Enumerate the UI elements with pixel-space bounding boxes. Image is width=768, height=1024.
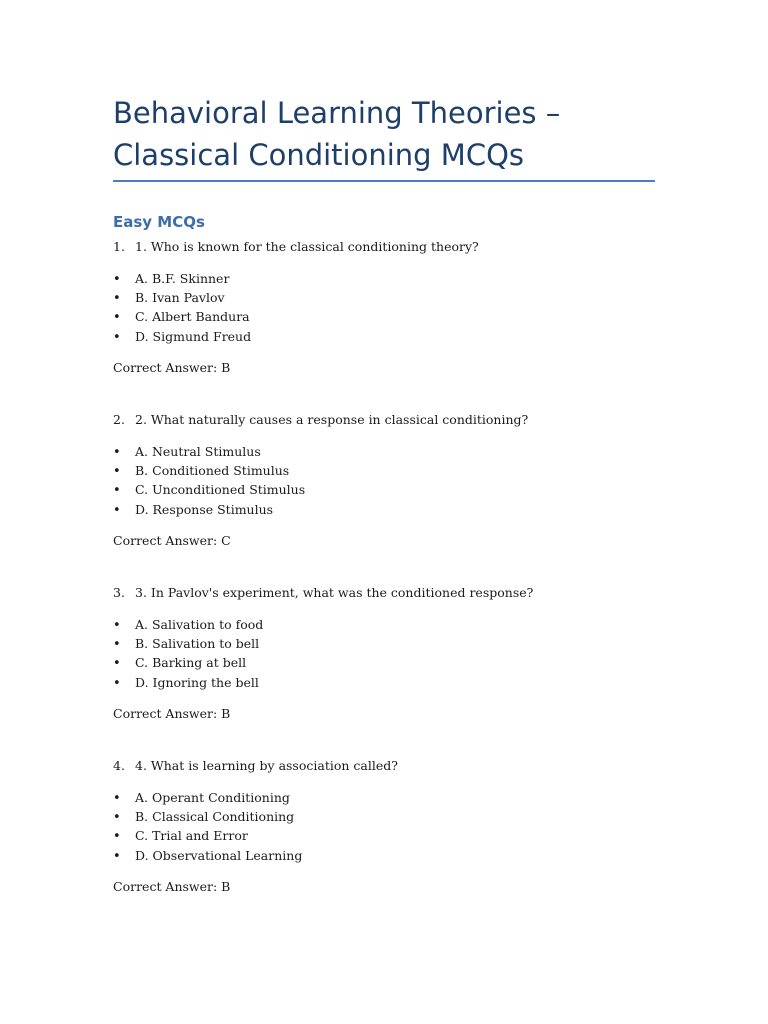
question-4	[113, 758, 673, 774]
question-text: 3. In Pavlov's experiment, what was the conditioned response?	[135, 585, 534, 600]
options-list-1	[113, 269, 251, 346]
option-item	[113, 846, 302, 865]
option-text: D. Sigmund Freud	[135, 328, 252, 344]
option-text: D. Observational Learning	[135, 847, 303, 863]
option-text: C. Trial and Error	[135, 828, 248, 844]
option-text: C. Albert Bandura	[135, 309, 250, 325]
bullet-icon: •	[113, 675, 121, 691]
option-item	[113, 288, 251, 307]
option-item	[113, 269, 251, 288]
option-item	[113, 615, 263, 634]
bullet-icon: •	[113, 829, 121, 845]
question-text: 1. Who is known for the classical conditioning theory?	[135, 239, 479, 254]
bullet-icon: •	[113, 791, 121, 806]
question-number: 1.	[113, 239, 125, 254]
option-item	[113, 807, 302, 826]
bullet-icon: •	[113, 656, 121, 672]
document-title: Behavioral Learning Theories – Classical Conditioning MCQs	[113, 96, 561, 172]
correct-answer-1: Correct Answer: B	[113, 360, 231, 375]
options-list-3	[113, 615, 263, 692]
bullet-icon: •	[113, 483, 121, 499]
question-number: 2.	[113, 412, 125, 427]
bullet-icon: •	[113, 310, 121, 326]
option-item	[113, 461, 305, 480]
question-text: 4. What is learning by association called?	[135, 758, 398, 773]
option-text: D. Response Stimulus	[135, 501, 274, 517]
question-3	[113, 585, 673, 601]
title-divider	[113, 180, 655, 182]
option-item	[113, 327, 251, 346]
option-text: D. Ignoring the bell	[135, 674, 259, 690]
options-list-4	[113, 788, 302, 865]
bullet-icon: •	[113, 502, 121, 518]
option-text: B. Classical Conditioning	[135, 809, 295, 825]
bullet-icon: •	[113, 618, 121, 633]
option-item	[113, 826, 302, 845]
bullet-icon: •	[113, 329, 121, 345]
bullet-icon: •	[113, 810, 121, 826]
bullet-icon: •	[113, 464, 121, 480]
question-1	[113, 239, 673, 255]
bullet-icon: •	[113, 291, 121, 307]
option-text: B. Salivation to bell	[135, 636, 260, 652]
bullet-icon: •	[113, 637, 121, 653]
option-text: B. Conditioned Stimulus	[135, 463, 290, 479]
bullet-icon: •	[113, 848, 121, 864]
options-list-2	[113, 442, 305, 519]
question-number: 3.	[113, 585, 125, 600]
option-item	[113, 480, 305, 499]
option-item	[113, 653, 263, 672]
option-item	[113, 307, 251, 326]
question-text: 2. What naturally causes a response in classical conditioning?	[135, 412, 529, 427]
section-heading: Easy MCQs	[113, 213, 205, 231]
option-text: C. Unconditioned Stimulus	[135, 482, 306, 498]
option-text: A. B.F. Skinner	[135, 271, 230, 286]
option-item	[113, 788, 302, 807]
option-text: B. Ivan Pavlov	[135, 290, 225, 306]
correct-answer-3: Correct Answer: B	[113, 706, 231, 721]
bullet-icon: •	[113, 445, 121, 460]
option-text: A. Salivation to food	[135, 617, 264, 632]
correct-answer-2: Correct Answer: C	[113, 533, 231, 548]
option-text: A. Neutral Stimulus	[135, 444, 261, 459]
bullet-icon: •	[113, 272, 121, 287]
option-item	[113, 634, 263, 653]
option-item	[113, 500, 305, 519]
correct-answer-4: Correct Answer: B	[113, 879, 231, 894]
option-text: A. Operant Conditioning	[135, 790, 290, 805]
question-2	[113, 412, 673, 428]
question-number: 4.	[113, 758, 125, 773]
option-item	[113, 673, 263, 692]
option-item	[113, 442, 305, 461]
option-text: C. Barking at bell	[135, 655, 247, 671]
